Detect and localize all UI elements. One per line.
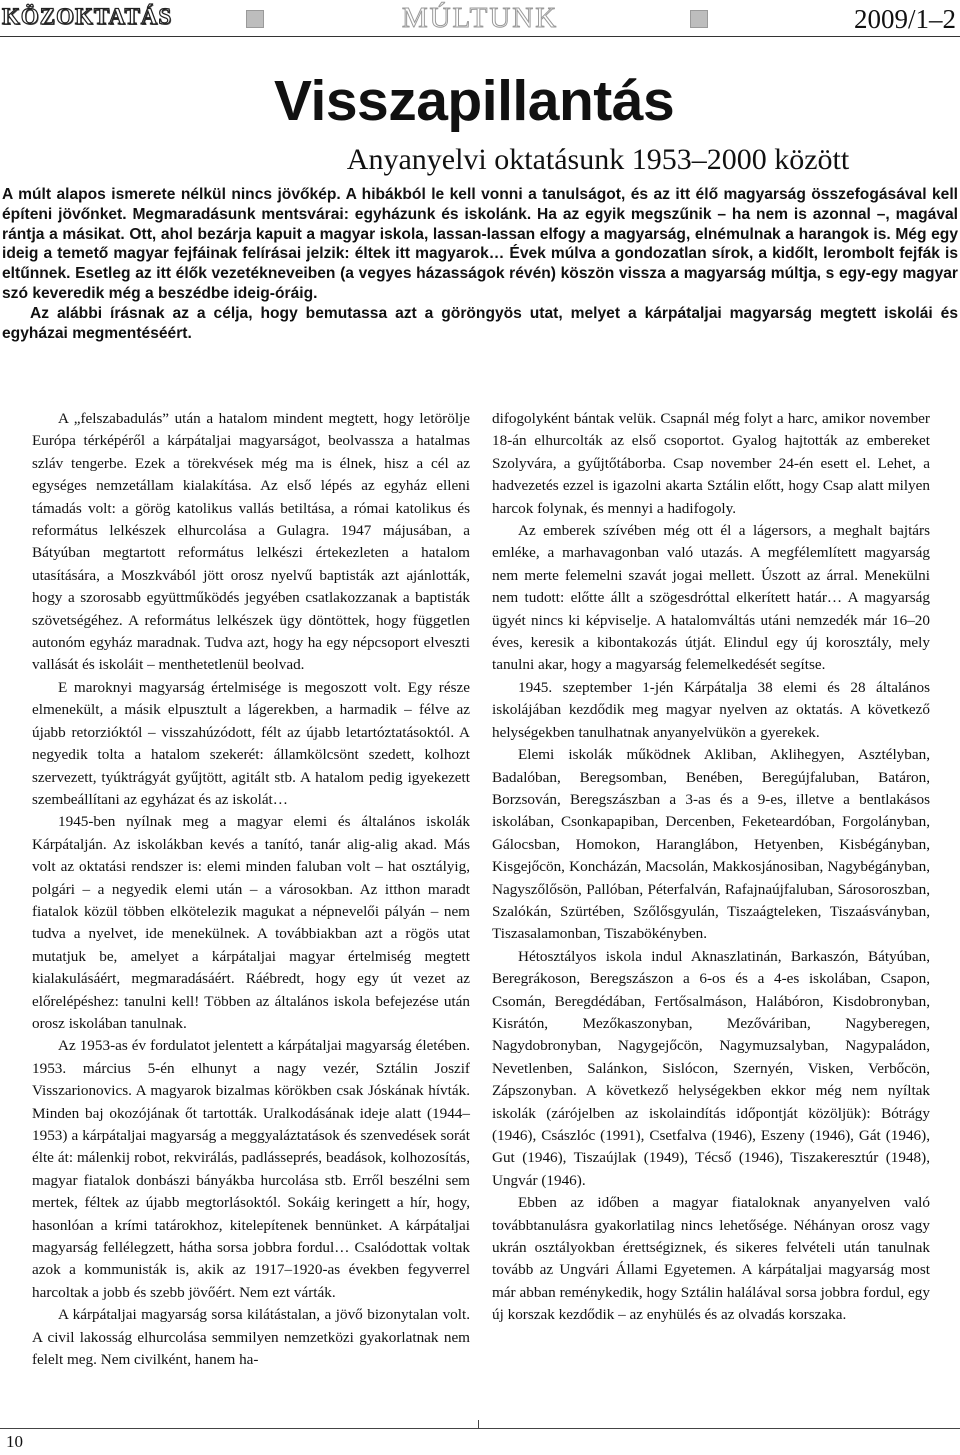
lead-paragraph: Az alábbi írásnak az a célja, hogy bemutassa azt a göröngyös utat, melyet a kárpátaljai magyarság megtett iskolái és egyházai megmentéséért. bbox=[2, 304, 958, 342]
article-subtitle: Anyanyelvi oktatásunk 1953–2000 között bbox=[346, 143, 850, 176]
body-paragraph: A „felszabadulás” után a hatalom mindent megtett, hogy letörölje Európa térképéről a kárpátaljai magyarságot, beolvassza a hatalmas szláv tengerbe. Ezek a törekvések még ma is élnek, hisz a cél az egységes nemzetállam kialakítása. Az első lépés az egyház elleni támadás volt: a görög katolikus vallás betiltása, a római katolikus és református lelkészek elhurcolása a Gulagra. 1947 májusában, a Bátyúban megtartott református lelkészi értekezleten a hatalom utasítására, a Moszkvából jött orosz nyelvű baptisták azt ajánlották, hogy a szorosabb együttműködés jegyében csatlakozzanak a baptisták szövetségéhez. A református lelkészek ügy döntöttek, hogy független autonóm egyház maradnak. Tudva azt, hogy ha egy népcsoport elveszti vallását és iskoláit – menthetetlenül beolvad. bbox=[32, 410, 470, 674]
body-paragraph: E maroknyi magyarság értelmisége is megoszott volt. Egy része elmenekült, a másik elpusztult a lágerekben, a harmadik – félve az újabb retorzióktól – visszahúzódott, félt az újabb letartóztatásoktól. A negyedik tolta a hatalom szekerét: államkölcsönt szedett, kolhozt szervezett, tyúktrágyát gyűjtött, agitált stb. A hatalom pedig igyekezett szembeállítani az egyházat és az iskolát… bbox=[32, 678, 470, 808]
body-column-right bbox=[492, 408, 930, 1327]
lead-paragraph: A múlt alapos ismerete nélkül nincs jövőkép. A hibákból le kell vonni a tanulságot, és az itt élő magyarság összefogásával kell építeni jövőnket. Megmaradásunk mentsvárai: egyházunk és iskolánk. Ha az egyik megszűnik – ha nem is azonnal –, magával rántja a másikat. Ott, ahol bezárja kapuit a magyar iskola, lassan-lassan elfogy a magyarság, elnémulnak a harangok is. Még egy ideig a temető magyar fejfáinak felírásai jelzik: éltek itt magyarok… Évek múlva a gondozatlan sírok, a kidőlt, lerombolt fejfák is eltűnnek. Esetleg az itt élők vezetékneveiben (a vegyes házasságok révén) köszön vissza a magyarság múltja, s egy-egy magyar szó keveredik még a beszédbe ideig-óráig. bbox=[2, 186, 958, 302]
body-paragraph: A kárpátaljai magyarság sorsa kilátástalan, a jövő bizonytalan volt. A civil lakosság elhurcolása semmilyen nemzetközi gyakorlatnak nem felelt meg. Nem civilként, hanem ha- bbox=[32, 1306, 470, 1369]
article-lead bbox=[2, 185, 958, 343]
header-rule bbox=[0, 36, 960, 37]
body-paragraph: Ebben az időben a magyar fiataloknak anyanyelven való továbbtanulásra gyakorlatilag nincs lehetősége. Néhányan orosz vagy ukrán osztályokban érettségiznek, és sikeres felvételi után tanulnak tovább az Ungvári Állami Egyetemen. A kárpátaljai magyarság most már abban reménykedik, hogy Sztálin halálával sorsa jobbra fordul, egy új korszak kezdődik – az enyhülés és az olvadás korszaka. bbox=[492, 1194, 930, 1324]
section-label: KÖZOKTATÁS bbox=[2, 4, 173, 29]
body-paragraph: difogolyként bántak velük. Csapnál még folyt a harc, amikor november 18-án elhurcolták az első csoportot. Gyalog hajtották az embereket Szolyvára, a gyűjtőtáborba. Csap november 24-én esett el. Lehet, a hadvezetés ezzel is igazolni akarta Sztálin előtt, hogy Csap alatt milyen harcok folynak, és mennyi a hadifogoly. bbox=[492, 410, 930, 517]
body-paragraph: 1945. szeptember 1-jén Kárpátalja 38 elemi és 28 általános iskolájában kezdődik meg magyar nyelven az oktatás. A következő helységekben tanulhatnak anyanyelvükön a gyerekek. bbox=[492, 678, 930, 741]
body-column-left bbox=[32, 408, 470, 1371]
issue-number: 2009/1–2 bbox=[853, 4, 956, 34]
footer-rule bbox=[0, 1428, 960, 1429]
body-paragraph: 1945-ben nyílnak meg a magyar elemi és általános iskolák Kárpátalján. Az iskolákban kevés a tanító, tanár alig-alig akad. Más volt az oktatási rendszer is: elemi minden faluban volt – hat osztályig, polgári – a negyedik elemi után – a városokban. Az itthon maradt fiatalok közül többen elkötelezik magukat a népnevelői pályán – nem tudva a nyelvet, ide menekülnek. A továbbiakban azt a rögös utat mutatjuk be, amelyet a kárpátaljai magyar értelmiség megtett kialakulásáért, megmaradásáért. Ráébredt, hogy egy út vezet az előrelépéshez: tanulni kell! Többen az általános iskola befejezése után orosz iskolában tanulnak. bbox=[32, 813, 470, 1032]
body-paragraph: Elemi iskolák működnek Akliban, Aklihegyen, Asztélyban, Badalóban, Beregsomban, Benében, Beregújfaluban, Batáron, Borzsován, Beregszászban a 3-as és a 9-es, illetve a bentlakásos iskolában, Csonkapapiban, Dercenben, Feketeardóban, Forgolányban, Gálocsban, Homokon, Haranglábon, Hetyenben, Kisbégányban, Kisgejőcön, Koncházán, Macsolán, Makkosjánosiban, Nagybégányban, Nagyszőlősön, Pallóban, Péterfalván, Rafajnaújfaluban, Sárosoroszban, Szalókán, Szürtében, Szőlősgyulán, Tiszaágteleken, Tiszaásványban, Tiszasalamonban, Tiszabökényben. bbox=[492, 746, 930, 943]
body-paragraph: Az emberek szívében még ott él a lágersors, a meghalt bajtárs emléke, a marhavagonban való utazás. A megfélemlített magyarság nem merte felemelni szavát jogai mellett. Úszott az árral. Menekülni nem tudott: előtte állt a szögesdróttal elkerített határ… A magyarság ügyét nincs ki képviselje. A hatalomváltás utáni nemzedék már 16–20 éves, keresik a kibontakozás útját. Elindul egy új korosztály, mely tanulni akar, hogy a magyarság felemelkedését segítse. bbox=[492, 522, 930, 674]
body-paragraph: Az 1953-as év fordulatot jelentett a kárpátaljai magyarság életében. 1953. március 5-én elhunyt a nagy vezér, Sztálin Joszif Visszarionovics. A magyarok bizalmas körökben csak Jóskának hívták. Minden baj okozójának őt tartották. Uralkodásának ideje alatt (1944–1953) a kárpátaljai magyarság a meggyaláztatások és szenvedések sorát élte át: málenkij robot, rekvirálás, padlásseprés, beadások, kolhozosítás, magyar fiatalok donbászi bányákba hurcolása stb. Erről beszélni sem mertek, féltek az újabb megtorlásoktól. Sokáig keringett a hír, hogy, hasonlóan a krími tatárokhoz, kitelepítenek bennünket. A kárpátaljai magyarság fellélegzett, hátha sorsa jobbra fordul… Csalódottak voltak azok a kommunisták is, akik az 1917–1920-as években fegyverrel harcoltak a jobb és szebb jövőért. Nem ezt várták. bbox=[32, 1037, 470, 1301]
rubric-label: MÚLTUNK bbox=[401, 2, 559, 34]
body-paragraph: Hétosztályos iskola indul Aknaszlatinán, Barkaszón, Bátyúban, Beregrákoson, Beregszászon a 6-os és a 4-es iskolában, Csapon, Csomán, Beregdédában, Fertősalmáson, Halábóron, Kisdobronyban, Kisrátón, Mezőkaszonyban, Mezőváriban, Nagyberegen, Nagydobronyban, Nagygejőcön, Nagymuzsalyban, Nagypaládon, Nevetlenben, Salánkon, Sislócon, Szernyén, Visken, Verbőcön, Zápszonyban. A következő helységekben ekkor még nem nyíltak iskolák (zárójelben az iskolaindítás időpontját közöljük): Bótrágy (1946), Császlóc (1991), Csetfalva (1946), Eszeny (1946), Gát (1946), Gut (1946), Tiszaújlak (1949), Técső (1946), Tiszakeresztúr (1948), Ungvár (1946). bbox=[492, 947, 930, 1189]
square-ornament-left bbox=[246, 10, 264, 28]
square-ornament-right bbox=[690, 10, 708, 28]
article-title: Visszapillantás bbox=[274, 69, 675, 133]
page-number: 10 bbox=[6, 1432, 23, 1451]
